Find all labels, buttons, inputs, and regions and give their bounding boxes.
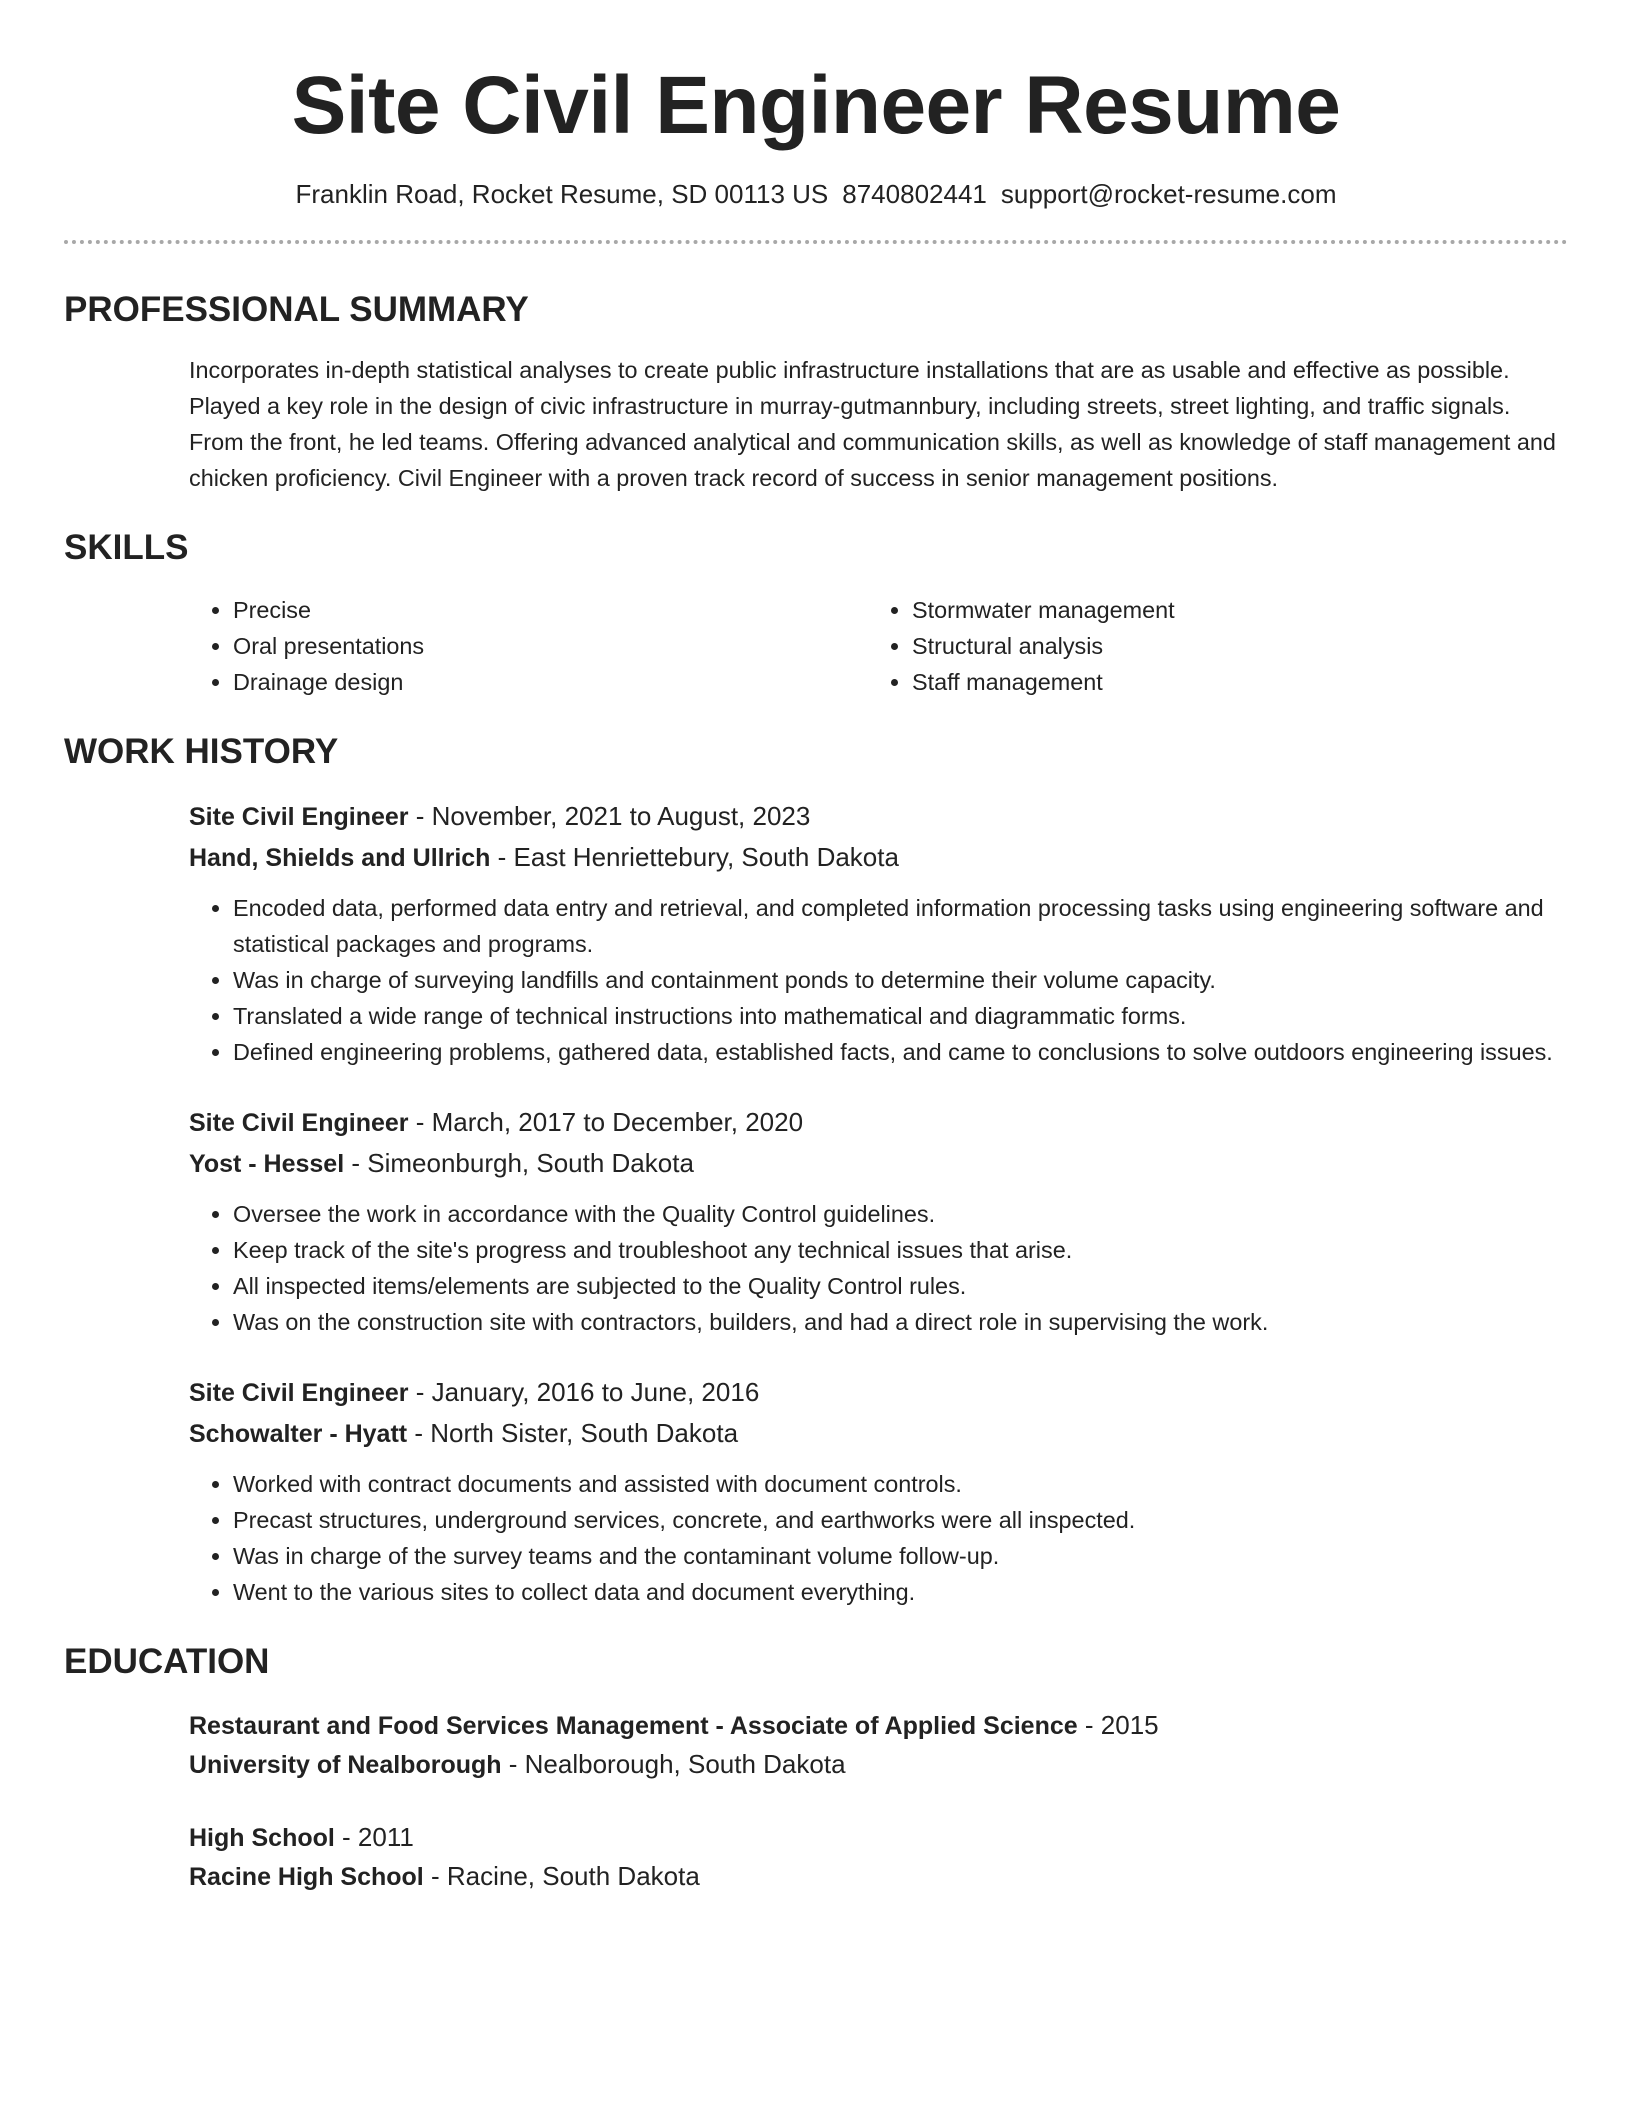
skill-item: • Drainage design bbox=[233, 664, 868, 700]
job-dates: - January, 2016 to June, 2016 bbox=[408, 1377, 760, 1407]
job-title-line bbox=[189, 796, 1568, 837]
job-company: Schowalter - Hyatt bbox=[189, 1420, 408, 1448]
summary-heading: PROFESSIONAL SUMMARY bbox=[64, 290, 529, 329]
skills-column-left bbox=[189, 592, 868, 700]
job-bullet: • Was in charge of the survey teams and the contaminant volume follow-up. bbox=[233, 1538, 1568, 1574]
skill-item: • Staff management bbox=[912, 664, 1547, 700]
contact-address: Franklin Road, Rocket Resume, SD 00113 US bbox=[295, 179, 829, 209]
header-divider bbox=[64, 240, 1568, 244]
education-degree-line bbox=[189, 1706, 1568, 1745]
job-bullet: • Precast structures, underground services, concrete, and earthworks were all inspected. bbox=[233, 1502, 1568, 1538]
education-school: University of Nealborough bbox=[189, 1751, 502, 1779]
job-title-line bbox=[189, 1102, 1568, 1143]
contact-email: support@rocket-resume.com bbox=[1000, 179, 1337, 209]
job-title-line bbox=[189, 1372, 1568, 1413]
job-bullets bbox=[189, 890, 1568, 1070]
skills-heading: SKILLS bbox=[64, 528, 189, 567]
contact-line bbox=[64, 176, 1568, 212]
job-location: - East Henriettebury, South Dakota bbox=[490, 842, 899, 872]
job-bullet: • All inspected items/elements are subjected to the Quality Control rules. bbox=[233, 1268, 1568, 1304]
skill-item: • Oral presentations bbox=[233, 628, 868, 664]
job-entry bbox=[189, 1102, 1568, 1340]
education-degree: Restaurant and Food Services Management - Associate of Applied Science bbox=[189, 1712, 1078, 1740]
job-company: Yost - Hessel bbox=[189, 1150, 345, 1178]
job-entry bbox=[189, 796, 1568, 1070]
education-year: - 2015 bbox=[1077, 1710, 1159, 1740]
work-history-heading: WORK HISTORY bbox=[64, 732, 339, 771]
job-dates: - March, 2017 to December, 2020 bbox=[408, 1107, 804, 1137]
job-bullet: • Keep track of the site's progress and troubleshoot any technical issues that arise. bbox=[233, 1232, 1568, 1268]
job-title: Site Civil Engineer bbox=[189, 1109, 409, 1137]
job-entry bbox=[189, 1372, 1568, 1610]
job-location: - Simeonburgh, South Dakota bbox=[344, 1148, 694, 1178]
education-school-line bbox=[189, 1745, 1568, 1784]
job-bullet: • Defined engineering problems, gathered data, established facts, and came to conclusions to solve outdoors engineering issues. bbox=[233, 1034, 1568, 1070]
job-bullet: • Encoded data, performed data entry and retrieval, and completed information processing tasks using engineering software and statistical packages and programs. bbox=[233, 890, 1568, 962]
job-company-line bbox=[189, 1143, 1568, 1184]
job-company-line bbox=[189, 837, 1568, 878]
job-location: - North Sister, South Dakota bbox=[407, 1418, 739, 1448]
job-bullet: • Was on the construction site with contractors, builders, and had a direct role in supervising the work. bbox=[233, 1304, 1568, 1340]
education-location: - Nealborough, South Dakota bbox=[501, 1749, 846, 1779]
job-title: Site Civil Engineer bbox=[189, 803, 409, 831]
skill-item: • Structural analysis bbox=[912, 628, 1547, 664]
contact-phone: 8740802441 bbox=[842, 179, 987, 209]
job-bullets bbox=[189, 1466, 1568, 1610]
education-heading: EDUCATION bbox=[64, 1642, 270, 1681]
resume-title: Site Civil Engineer Resume bbox=[291, 60, 1341, 151]
education-entry bbox=[189, 1706, 1568, 1784]
job-company-line bbox=[189, 1413, 1568, 1454]
education-degree: High School bbox=[189, 1824, 335, 1852]
job-bullet: • Was in charge of surveying landfills and containment ponds to determine their volume capacity. bbox=[233, 962, 1568, 998]
job-bullets bbox=[189, 1196, 1568, 1340]
skills-list bbox=[189, 592, 1568, 700]
education-year: - 2011 bbox=[334, 1822, 414, 1852]
skill-item: • Precise bbox=[233, 592, 868, 628]
job-dates: - November, 2021 to August, 2023 bbox=[408, 801, 811, 831]
education-location: - Racine, South Dakota bbox=[423, 1861, 700, 1891]
skills-column-right bbox=[868, 592, 1547, 700]
education-entry bbox=[189, 1818, 1568, 1896]
job-bullet: • Oversee the work in accordance with the Quality Control guidelines. bbox=[233, 1196, 1568, 1232]
education-school: Racine High School bbox=[189, 1863, 424, 1891]
education-degree-line bbox=[189, 1818, 1568, 1857]
job-bullet: • Translated a wide range of technical instructions into mathematical and diagrammatic forms. bbox=[233, 998, 1568, 1034]
skill-item: • Stormwater management bbox=[912, 592, 1547, 628]
summary-text: Incorporates in-depth statistical analyses to create public infrastructure installations that are as usable and effective as possible. Played a key role in the design of civic infrastructure in murray-gutmannbury, including streets, street lighting, and traffic signals. From the front, he led teams. Offering advanced analytical and communication skills, as well as knowledge of staff management and chicken proficiency. Civil Engineer with a proven track record of success in senior management positions. bbox=[189, 357, 1556, 491]
job-title: Site Civil Engineer bbox=[189, 1379, 409, 1407]
job-bullet: • Went to the various sites to collect data and document everything. bbox=[233, 1574, 1568, 1610]
job-bullet: • Worked with contract documents and assisted with document controls. bbox=[233, 1466, 1568, 1502]
job-company: Hand, Shields and Ullrich bbox=[189, 844, 491, 872]
education-school-line bbox=[189, 1857, 1568, 1896]
